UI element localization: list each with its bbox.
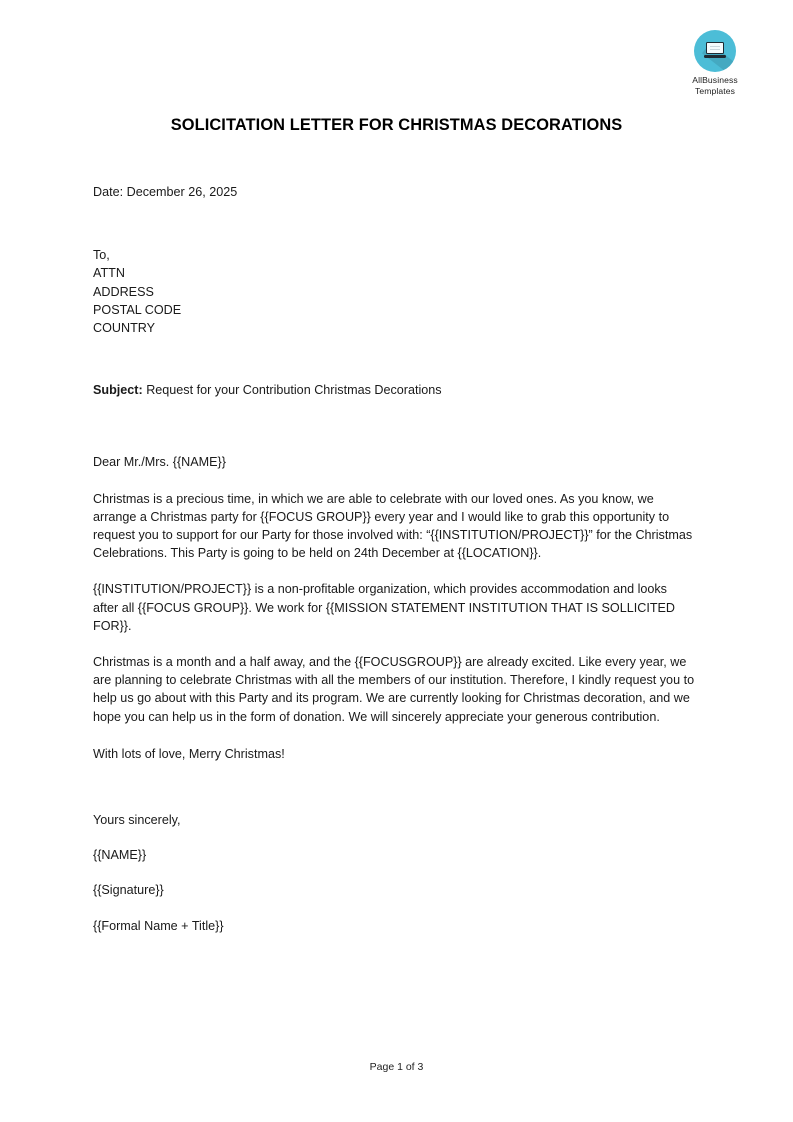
body-paragraph-2: {{INSTITUTION/PROJECT}} is a non-profitable organization, which provides accommodation and looks after all {{FOCUS GROUP}}. We work for {{MISSION STATEMENT INSTITUTION THAT IS SOLLICITED FOR}}. [93, 582, 676, 633]
recipient-block [93, 246, 695, 337]
subject-value: Request for your Contribution Christmas Decorations [146, 383, 442, 398]
closing-note: With lots of love, Merry Christmas! [93, 746, 285, 761]
page-footer: Page 1 of 3 [369, 1061, 424, 1073]
subject-line [93, 381, 695, 399]
recipient-line-country: COUNTRY [93, 321, 156, 336]
laptop-base [704, 55, 726, 58]
body-paragraph-3: Christmas is a month and a half away, and the {{FOCUSGROUP}} are already excited. Like every year, we are planning to celebrate Christmas with all the members of our institution. Therefore, I kindly request you to help us go about with this Party and its program. We are currently looking for Christmas decoration, and we hope you can help us in the form of donation. We will sincerely appreciate your generous contribution. [93, 655, 695, 724]
page-title: SOLICITATION LETTER FOR CHRISTMAS DECORATIONS [170, 116, 623, 134]
sign-off: Yours sincerely, [93, 813, 181, 828]
brand-name-line1: AllBusiness [692, 75, 738, 85]
recipient-line-attn: ATTN [93, 266, 125, 281]
recipient-line-postal-code: POSTAL CODE [93, 302, 182, 317]
subject-label: Subject: [93, 383, 143, 398]
body-paragraph-1: Christmas is a precious time, in which we are able to celebrate with our loved ones. As you know, we arrange a Christmas party for {{FOCUS GROUP}} every year and I would like to grab this opportunity to request you to support for our Party for those involved with: “{{INSTITUTION/PROJECT}}” for the Christmas Celebrations. This Party is going to be held on 24th December at {{LOCATION}}. [93, 491, 693, 561]
recipient-line-to: To, [93, 248, 110, 263]
signature-name: {{NAME}} [93, 848, 147, 863]
brand-name-line2: Templates [694, 86, 736, 96]
laptop-screen [706, 42, 724, 54]
signature-placeholder: {{Signature}} [93, 883, 164, 898]
brand-logo [677, 30, 753, 97]
salutation: Dear Mr./Mrs. {{NAME}} [93, 455, 226, 470]
laptop-glyph [704, 42, 726, 60]
laptop-icon [694, 30, 736, 72]
letter-body [93, 183, 695, 935]
signature-formal-title: {{Formal Name + Title}} [93, 918, 224, 933]
date-line: Date: December 26, 2025 [93, 185, 238, 199]
recipient-line-address: ADDRESS [93, 284, 154, 299]
